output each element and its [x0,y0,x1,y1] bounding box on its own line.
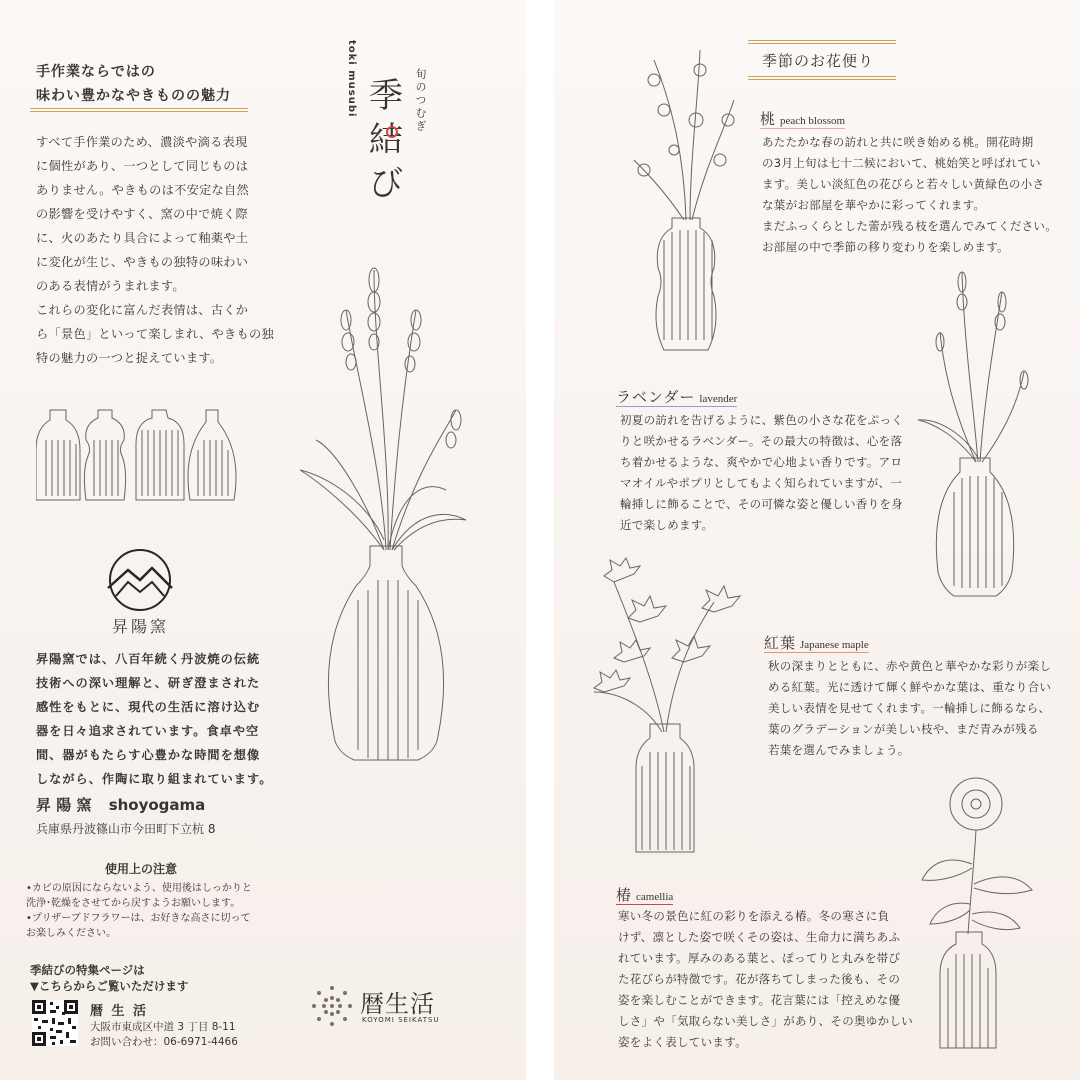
kiln-address: 兵庫県丹波篠山市今田町下立杭 8 [36,822,216,836]
flower-text-camellia: 寒い冬の景色に紅の彩りを添える椿。冬の寒さに負 けず、凛とした姿で咲くその姿は、生命力に満ちあふ れています。厚みのある葉と、ぽってりと丸みを帯び た花びらが特徴です。花が落ちてしまった後も、その 姿を楽しむことができます。花言葉には「控えめな優 しさ」や「気取らない美しさ」があり、その奥ゆかしい 姿をよく表しています。 [618,909,913,1049]
company-phone: お問い合わせ：06-6971-4466 [90,1036,238,1048]
flower-title-peach: 桃 peach blossom [760,110,846,128]
company-address: 大阪市東成区中道 3 丁目 8-11 [90,1021,236,1033]
flower-text-maple: 秋の深まりとともに、赤や黄色と華やかな彩りが楽し める紅葉。光に透けて輝く鮮やかな葉は、重なり合い 美しい表情を見せてくれます。一輪挿しに飾るなら、 葉のグラデーションが美しい枝や、まだ青みが残る 若葉を選んでみましょう。 [768,659,1052,757]
kiln-description: 昇陽窯では、八百年続く丹波焼の伝統 技術への深い理解と、研ぎ澄まされた 感性をもとに、現代の生活に溶け込む 器を日々追求されています。食卓や空 間、器がもたらす心豊かな時間を想像 しながら、作陶に取り組まれています。 [36,652,273,786]
kiln-name-ja: 昇 陽 窯 [36,796,92,814]
lavender-right-vase-illustration [914,262,1044,602]
koyomi-logo-romaji: KOYOMI SEIKATSU [362,1016,440,1024]
peach-vase-illustration [624,40,764,360]
section-title: 季節のお花便り [762,52,875,70]
kiln-logo-mountain-icon [100,548,180,614]
caution-item: •カビの原因にならないよう、使用後はしっかりと [26,883,252,894]
flower-text-lavender: 初夏の訪れを告げるように、紫色の小さな花をぷっく りと咲かせるラベンダー。その最大の特徴は、心を落 ち着かせるような、爽やかで心地よい香りです。アロ マオイルやポプリとしてもよく知られていますが、一 輪挿しに飾ることで、その可憐な姿と優しい香りを身 近で楽しめます。 [620,413,904,532]
caution-title: 使用上の注意 [104,862,177,876]
vase-lineup-illustration [36,400,246,510]
qr-code[interactable] [32,1000,78,1046]
section-title-rule-top [748,40,896,44]
caution-list [26,881,252,941]
caution-item: 洗浄･乾燥をさせてから戻すようお願いします。 [26,898,241,909]
left-heading: 手作業ならではの 味わい豊かなやきものの魅力 [36,64,231,104]
left-panel [0,0,526,1080]
flower-text-peach: あたたかな春の訪れと共に咲き始める桃。開花時期 の3月上旬は七十二候において、桃始笑と呼ばれてい ます。美しい淡紅色の花びらと若々しい黄緑色の小さ な葉がお部屋を華やかに彩ってくれます。 まだふっくらとした蕾が残る枝を選んでみてください。 お部屋の中で季節の移り変わりを楽しめます。 [762,135,1057,254]
camellia-vase-illustration [916,764,1046,1054]
kiln-name [36,794,205,815]
company-contact [90,1020,238,1050]
brand-subtitle: 旬のつむぎ [414,68,427,133]
feature-page-note: 季結びの特集ページは ▼こちらからご覧いただけます [30,963,189,993]
brand-romaji: toki musubi [346,40,357,118]
flower-title-maple: 紅葉 Japanese maple [764,634,869,652]
red-knot-icon [384,124,400,140]
intro-text: すべて手作業のため、濃淡や滴る表現 に個性があり、一つとして同じものは ありません。やきものは不安定な自然 の影響を受けやすく、窯の中で焼く際 に、火のあたり具合によって釉薬や土 に変化が生じ、やきもの独特の味わい のある表情がうまれます。 これらの変化に富んだ表情は、古くか ら「景色」といって楽しまれ、やきもの独 特の魅力の一つと捉えています。 [36,135,274,365]
koyomi-logo-text: 暦生活 [360,990,435,1018]
kiln-logo-text: 昇陽窯 [112,617,170,636]
caution-item: お楽しみください。 [26,928,116,939]
heading-divider [30,108,248,112]
caution-item: •プリザーブドフラワーは、お好きな高さに切って [26,913,251,924]
koyomi-logo-dots-icon [310,984,354,1028]
brand-title: 季 結 び [369,76,403,204]
flower-title-camellia: 椿 camellia [616,886,674,904]
right-panel [554,0,1080,1080]
flower-title-lavender: ラベンダー lavender [616,388,738,406]
lavender-vase-illustration [296,250,476,790]
company-name: 暦 生 活 [90,1004,149,1019]
kiln-name-en: shoyogama [108,796,206,814]
maple-vase-illustration [584,552,744,862]
section-title-rule-bottom [748,76,896,80]
